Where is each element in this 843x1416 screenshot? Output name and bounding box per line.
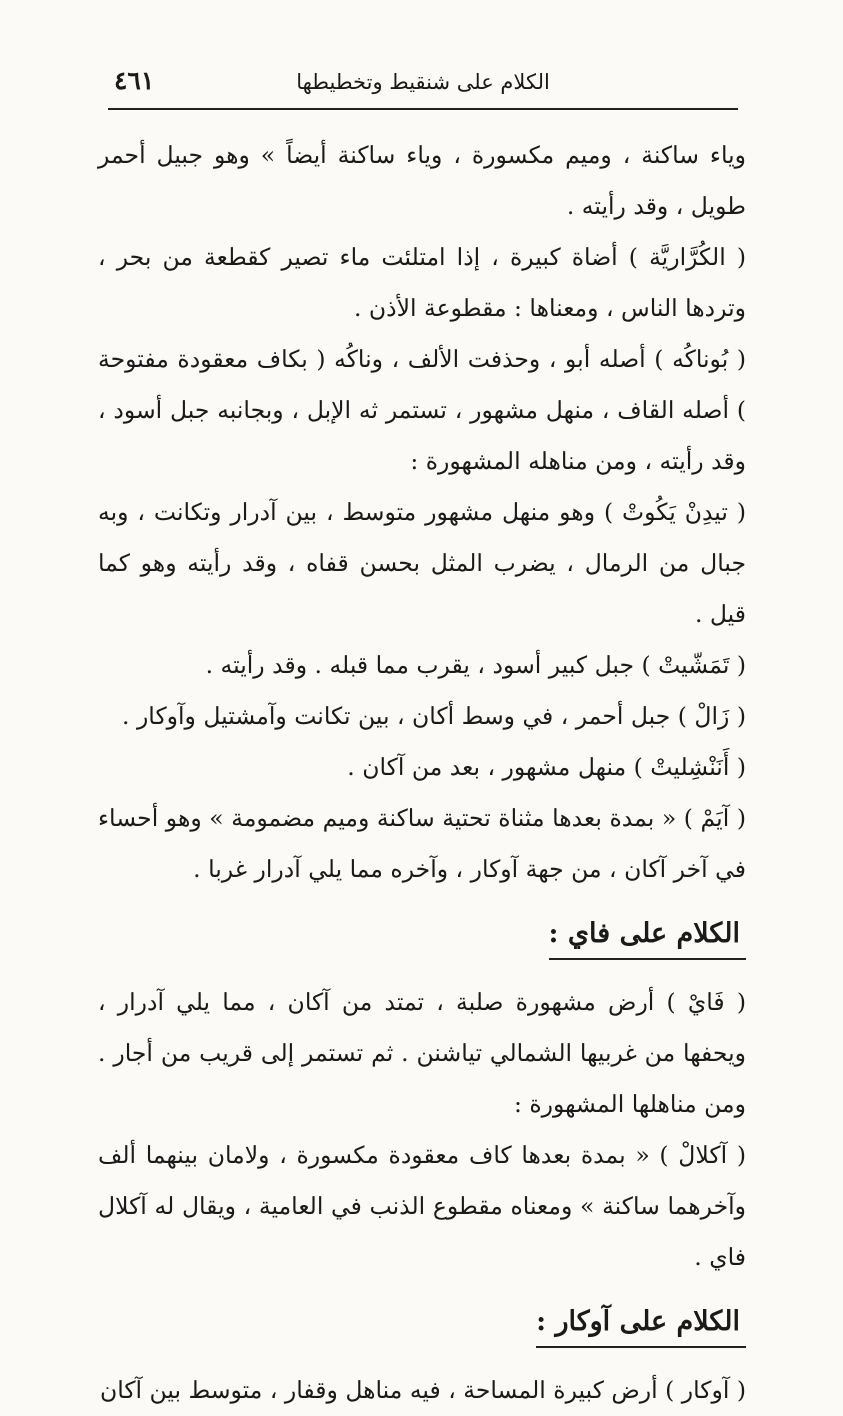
paragraph: ( آوكار ) أرض كبيرة المساحة ، فيه مناهل وقفار ، متوسط بين آكان xyxy=(99,1376,746,1404)
paragraph: ( فَايْ ) أرض مشهورة صلبة ، تمتد من آكان ، مما يلي آدرار ، ويحفها من غربيها الشمالي تياشنن . ثم تستمر إلى قريب من أجار . ومن مناهلها المشهورة : xyxy=(98,988,746,1118)
page-header xyxy=(108,58,738,110)
section-heading-fay: الكلام على فاي : xyxy=(549,912,746,960)
paragraph: ( آيَمْ ) « بمدة بعدها مثناة تحتية ساكنة وميم مضمومة » وهو أحساء في آخر آكان ، من جهة آوكار ، وآخره مما يلي آدرار غربا . xyxy=(98,804,746,883)
paragraph: ( بُوناكُه ) أصله أبو ، وحذفت الألف ، وناكُه ( بكاف معقودة مفتوحة ) أصله القاف ، منهل مشهور ، تستمر ثه الإبل ، وبجانبه جبل أسود ، وقد رأيته ، ومن مناهله المشهورة : xyxy=(98,345,746,475)
running-title: الكلام على شنقيط وتخطيطها xyxy=(296,70,550,94)
paragraph: وياء ساكنة ، وميم مكسورة ، وياء ساكنة أيضاً » وهو جبيل أحمر طويل ، وقد رأيته . xyxy=(98,141,746,220)
page-body xyxy=(98,130,746,1416)
section-heading-awkar: الكلام على آوكار : xyxy=(536,1300,746,1348)
paragraph: ( الكُرَّاريَّة ) أضاة كبيرة ، إذا امتلئت ماء تصير كقطعة من بحر ، وتردها الناس ، ومعناها : مقطوعة الأذن . xyxy=(98,243,746,322)
paragraph: ( زَالْ ) جبل أحمر ، في وسط أكان ، بين تكانت وآمشتيل وآوكار . xyxy=(122,702,746,730)
paragraph: ( آكلالْ ) « بمدة بعدها كاف معقودة مكسورة ، ولامان بينهما ألف وآخرهما ساكنة » ومعناه مقطوع الذنب في العامية ، ويقال له آكلال فاي . xyxy=(98,1141,746,1271)
section-heading-container xyxy=(98,1283,746,1365)
paragraph: ( أَنَنْشِليتْ ) منهل مشهور ، بعد من آكان . xyxy=(347,753,746,781)
section-heading-container xyxy=(98,895,746,977)
paragraph: ( تيدِنْ يَكُوتْ ) وهو منهل مشهور متوسط ، بين آدرار وتكانت ، وبه جبال من الرمال ، يضرب المثل بحسن قفاه ، وقد رأيته وهو كما قيل . xyxy=(98,498,746,628)
page-number: ٤٦١ xyxy=(114,66,155,95)
paragraph: ( تَمَشّيتْ ) جبل كبير أسود ، يقرب مما قبله . وقد رأيته . xyxy=(205,651,746,679)
